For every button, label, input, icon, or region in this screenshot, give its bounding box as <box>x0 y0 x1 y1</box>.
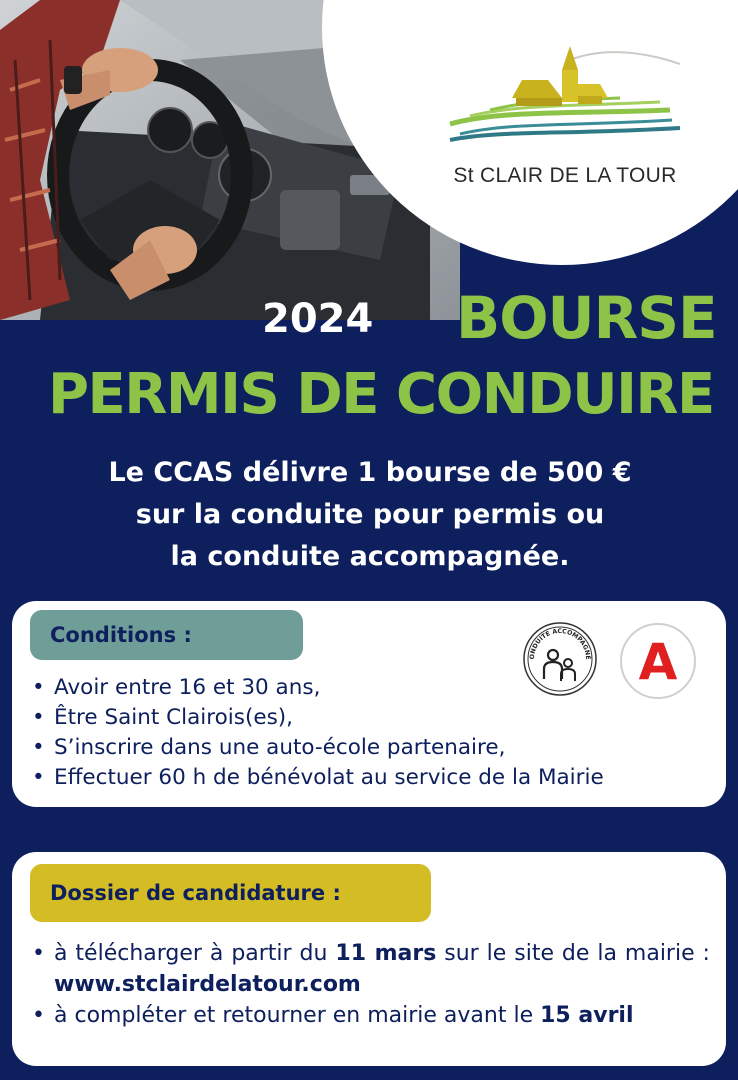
badge-accompagnee-label: ONDUITE ACCOMPAGNÉ <box>528 627 592 660</box>
title-line-2: PERMIS DE CONDUIRE <box>48 362 714 427</box>
dossier-item1-text2: sur le site de la mairie : <box>436 941 710 966</box>
conditions-list <box>28 673 718 793</box>
dossier-item2-text1: à compléter et retourner en mairie avant le <box>54 1003 541 1028</box>
conditions-card <box>12 601 726 807</box>
list-item: • Être Saint Clairois(es), <box>28 703 718 733</box>
dossier-list <box>28 938 710 1031</box>
intro-text <box>40 452 700 578</box>
intro-line-1: Le CCAS délivre 1 bourse de 500 € <box>108 457 632 488</box>
list-item <box>28 1000 710 1031</box>
title-line-1: BOURSE <box>456 284 717 352</box>
date-11-mars: 11 mars <box>335 941 437 966</box>
dossier-card <box>12 852 726 1066</box>
logo-name: St CLAIR DE LA TOUR <box>453 164 677 187</box>
badge-a-letter: A <box>638 633 678 691</box>
website-link[interactable]: www.stclairdelatour.com <box>54 972 361 997</box>
list-item: • S’inscrire dans une auto-école partenaire, <box>28 733 718 763</box>
date-15-avril: 15 avril <box>540 1003 634 1028</box>
intro-line-2: sur la conduite pour permis ou <box>135 499 605 530</box>
list-item: • Effectuer 60 h de bénévolat au service de la Mairie <box>28 763 718 793</box>
village-logo-icon <box>440 40 690 160</box>
list-item: • Avoir entre 16 et 30 ans, <box>28 673 718 703</box>
list-item <box>28 938 710 1000</box>
conditions-heading: Conditions : <box>30 610 303 660</box>
dossier-heading: Dossier de candidature : <box>30 864 431 922</box>
year: 2024 <box>262 296 374 342</box>
intro-line-3: la conduite accompagnée. <box>170 541 570 572</box>
dossier-item1-text1: à télécharger à partir du <box>54 941 336 966</box>
